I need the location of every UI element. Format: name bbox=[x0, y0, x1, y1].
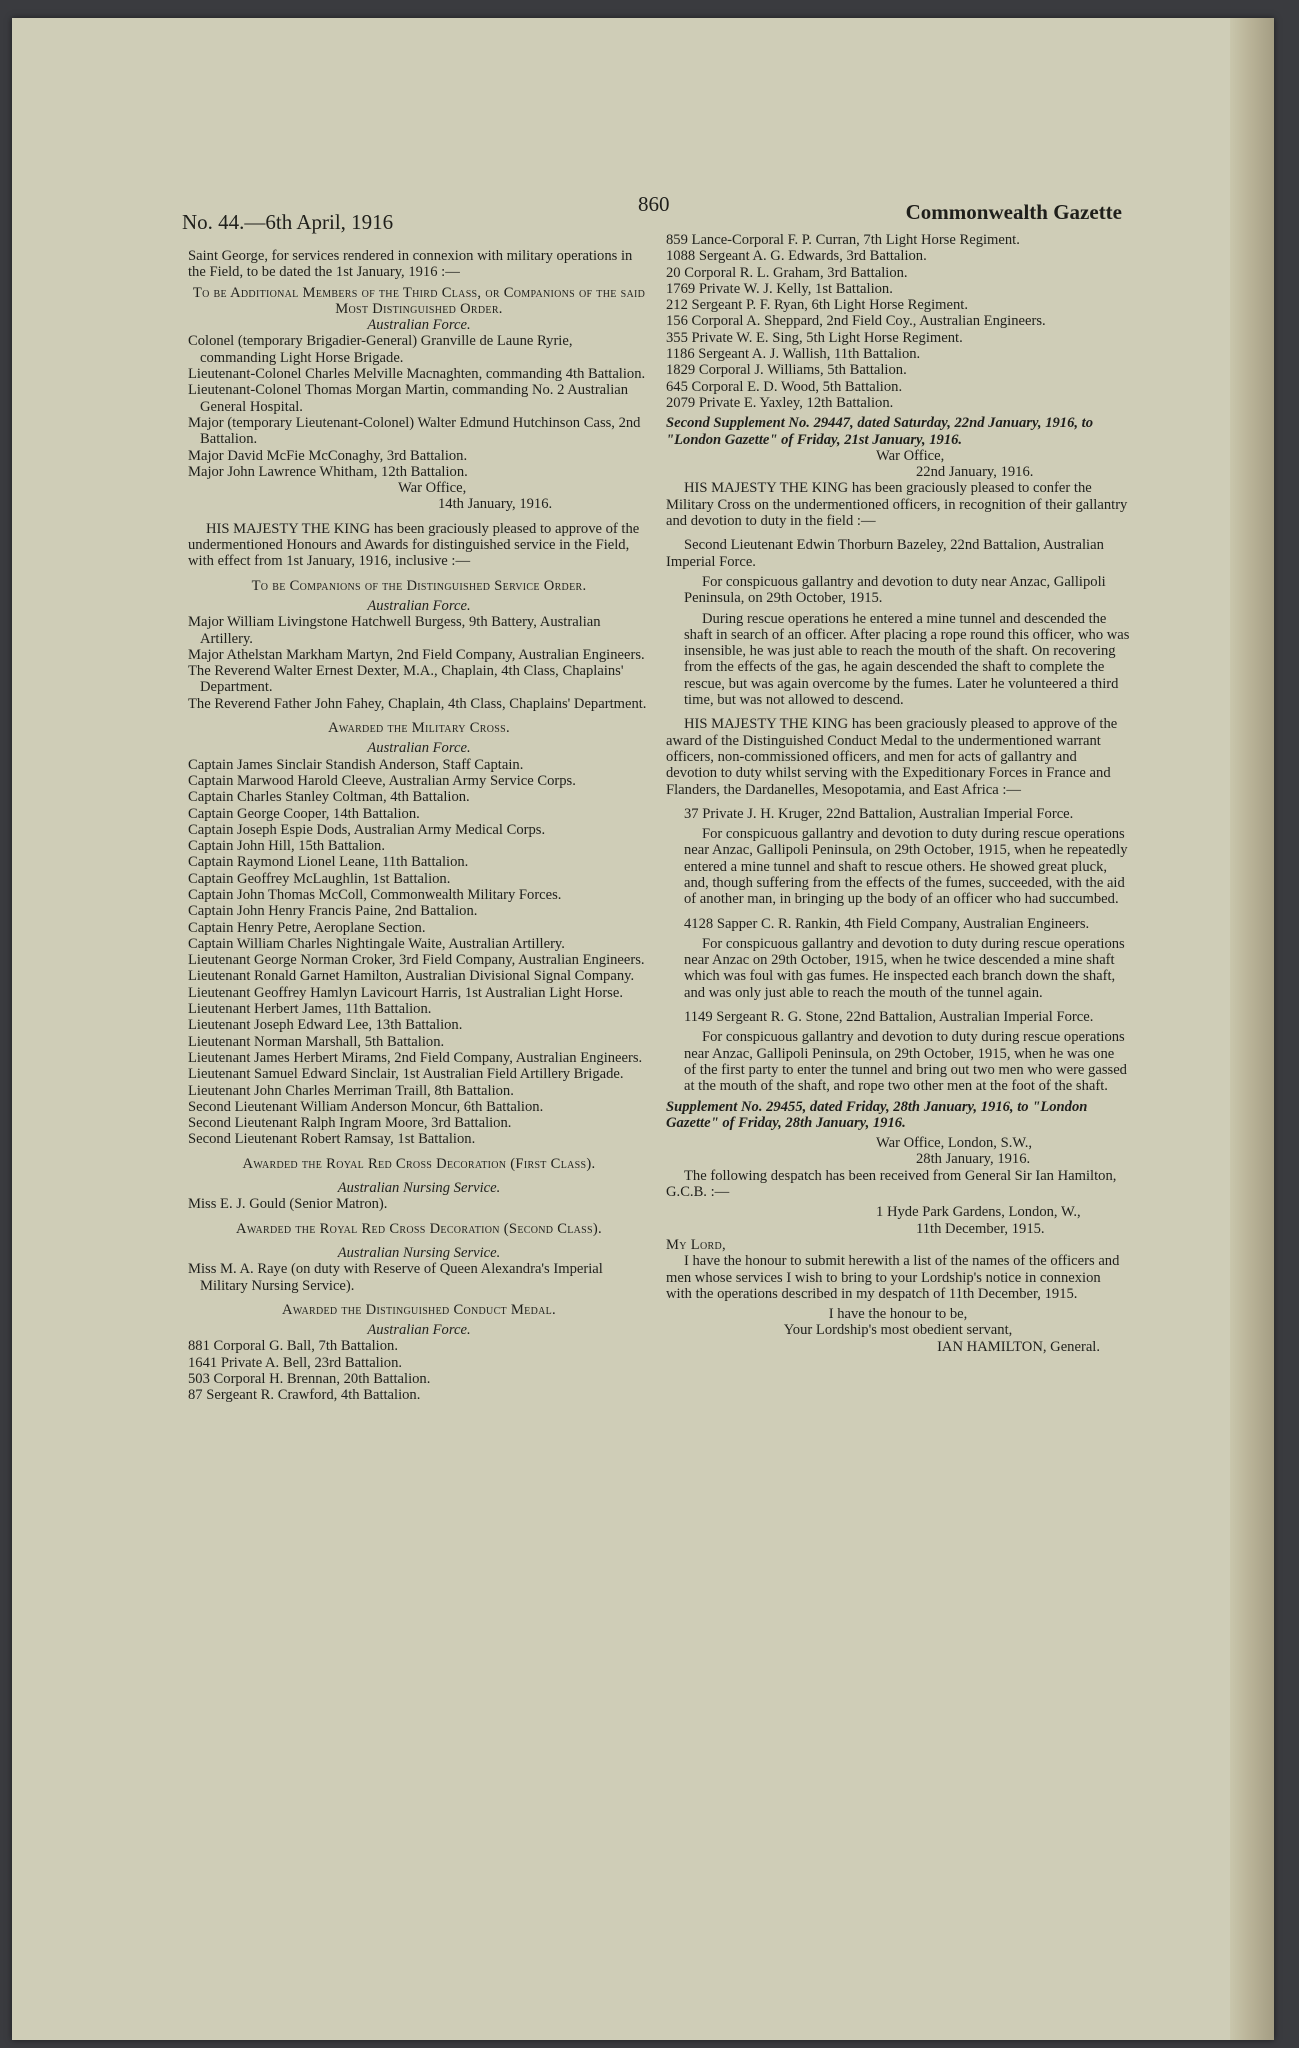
citation-name: 1149 Sergeant R. G. Stone, 22nd Battalion, Australian Imperial Force. bbox=[684, 1009, 1094, 1026]
dcm-entry: 355 Private W. E. Sing, 5th Light Horse Regiment. bbox=[666, 329, 963, 346]
heading-military-cross: Awarded the Military Cross. bbox=[328, 720, 510, 737]
honour-entry: Major Athelstan Markham Martyn, 2nd Field Company, Australian Engineers. bbox=[188, 646, 645, 663]
honour-entry: Captain John Henry Francis Paine, 2nd Battalion. bbox=[188, 903, 478, 920]
force-heading: Australian Nursing Service. bbox=[337, 1244, 501, 1261]
citation-text: For conspicuous gallantry and devotion to duty during rescue operations near Anzac, Gallipoli Peninsula, on 29th October, 1915, when he was one of the first party to enter the tunnel and bring out two men who were gassed at the mouth of the shaft, and rope two other men at the foot of the shaft. bbox=[684, 1029, 1127, 1095]
dcm-entry: 859 Lance-Corporal F. P. Curran, 7th Light Horse Regiment. bbox=[666, 232, 1020, 248]
honour-entry: Captain Henry Petre, Aeroplane Section. bbox=[188, 919, 426, 936]
date-line: 11th December, 1915. bbox=[916, 1220, 1045, 1237]
citation-text: For conspicuous gallantry and devotion to duty during rescue operations near Anzac on 29th October, 1915, when he twice descended a mine shaft which was foul with gas fumes. He inspected each branch down the shaft, and was only just able to reach the mouth of the tunnel again. bbox=[684, 935, 1125, 1001]
honour-entry: Colonel (temporary Brigadier-General) Granville de Laune Ryrie, commanding Light Horse Brigade. bbox=[188, 333, 573, 366]
dcm-entry: 20 Corporal R. L. Graham, 3rd Battalion. bbox=[666, 264, 908, 281]
honour-entry: Captain Marwood Harold Cleeve, Australian Army Service Corps. bbox=[188, 772, 576, 789]
honour-entry: Captain John Thomas McColl, Commonwealth Military Forces. bbox=[188, 886, 562, 903]
dcm-entry: 1186 Sergeant A. J. Wallish, 11th Battalion. bbox=[666, 346, 921, 363]
supplement-heading: Second Supplement No. 29447, dated Saturday, 22nd January, 1916, to "London Gazette" of Friday, 21st January, 1916. bbox=[666, 415, 1094, 448]
honour-entry: The Reverend Walter Ernest Dexter, M.A., Chaplain, 4th Class, Chaplains' Department. bbox=[188, 663, 624, 696]
honour-entry: Lieutenant Samuel Edward Sinclair, 1st Australian Field Artillery Brigade. bbox=[188, 1066, 624, 1083]
date-line: 28th January, 1916. bbox=[916, 1151, 1031, 1168]
dcm-entry: 881 Corporal G. Ball, 7th Battalion. bbox=[188, 1338, 398, 1355]
citation-name: 37 Private J. H. Kruger, 22nd Battalion, Australian Imperial Force. bbox=[684, 805, 1074, 822]
honour-entry: Lieutenant John Charles Merriman Traill, 8th Battalion. bbox=[188, 1082, 514, 1099]
honour-entry: Lieutenant-Colonel Charles Melville Macnaghten, commanding 4th Battalion. bbox=[188, 366, 646, 383]
office-line: War Office, bbox=[398, 480, 467, 497]
honour-entry: Captain William Charles Nightingale Waite, Australian Artillery. bbox=[188, 935, 565, 952]
honour-entry: Captain Geoffrey McLaughlin, 1st Battalion. bbox=[188, 870, 451, 887]
date-line: 14th January, 1916. bbox=[438, 496, 553, 513]
honour-entry: The Reverend Father John Fahey, Chaplain, 4th Class, Chaplains' Department. bbox=[188, 695, 647, 712]
dcm-entry: 645 Corporal E. D. Wood, 5th Battalion. bbox=[666, 378, 903, 395]
dcm-entry: 1641 Private A. Bell, 23rd Battalion. bbox=[188, 1354, 403, 1371]
honour-entry: Second Lieutenant Ralph Ingram Moore, 3rd Battalion. bbox=[188, 1115, 512, 1132]
honour-entry: Lieutenant Ronald Garnet Hamilton, Australian Divisional Signal Company. bbox=[188, 968, 635, 985]
citation-name: 4128 Sapper C. R. Rankin, 4th Field Company, Australian Engineers. bbox=[684, 915, 1090, 932]
office-line: War Office, bbox=[876, 447, 945, 464]
dcm-entry: 503 Corporal H. Brennan, 20th Battalion. bbox=[188, 1371, 431, 1387]
honour-entry: Second Lieutenant William Anderson Moncur, 6th Battalion. bbox=[188, 1098, 544, 1115]
honour-entry: Lieutenant Joseph Edward Lee, 13th Battalion. bbox=[188, 1017, 463, 1034]
honour-entry: Major William Livingstone Hatchwell Burgess, 9th Battery, Australian Artillery. bbox=[188, 614, 601, 647]
honour-entry: Lieutenant Geoffrey Hamlyn Lavicourt Harris, 1st Australian Light Horse. bbox=[188, 984, 623, 1001]
despatch-intro: The following despatch has been received from General Sir Ian Hamilton, G.C.B. :— bbox=[666, 1167, 1117, 1201]
announcement-paragraph: HIS MAJESTY THE KING has been graciously pleased to approve of the undermentioned Honours and Awards for distinguished service in the Field, with effect from 1st January, 1916, inclusive :— bbox=[188, 520, 640, 570]
force-heading: Australian Force. bbox=[367, 597, 471, 614]
honour-entry: Lieutenant James Herbert Mirams, 2nd Field Company, Australian Engineers. bbox=[188, 1049, 643, 1066]
office-line: War Office, London, S.W., bbox=[876, 1135, 1033, 1152]
dcm-entry: 1829 Corporal J. Williams, 5th Battalion. bbox=[666, 362, 907, 379]
page-fold-edge bbox=[1230, 18, 1274, 2040]
honour-entry: Major (temporary Lieutenant-Colonel) Walter Edmund Hutchinson Cass, 2nd Battalion. bbox=[188, 414, 641, 448]
citation-text: For conspicuous gallantry and devotion to duty near Anzac, Gallipoli Peninsula, on 29th October, 1915. bbox=[684, 573, 1106, 607]
honour-entry: Captain John Hill, 15th Battalion. bbox=[188, 838, 386, 855]
honour-entry: Captain George Cooper, 14th Battalion. bbox=[188, 805, 420, 822]
honour-entry: Major David McFie McConaghy, 3rd Battalion. bbox=[188, 447, 468, 464]
closing-line: Your Lordship's most obedient servant, bbox=[783, 1322, 1013, 1339]
right-column bbox=[666, 232, 1130, 1355]
heading-dso: To be Companions of the Distinguished Service Order. bbox=[251, 577, 587, 594]
citation-name: Second Lieutenant Edwin Thorburn Bazeley, 22nd Battalion, Australian Imperial Force. bbox=[666, 537, 1104, 570]
honour-entry: Captain Raymond Lionel Leane, 11th Battalion. bbox=[188, 854, 469, 871]
honour-entry: Major John Lawrence Whitham, 12th Battalion. bbox=[188, 463, 468, 480]
honour-entry: Lieutenant Herbert James, 11th Battalion. bbox=[188, 1001, 432, 1018]
dcm-entry: 2079 Private E. Yaxley, 12th Battalion. bbox=[666, 394, 894, 411]
issue-number-date: No. 44.—6th April, 1916 bbox=[182, 210, 394, 234]
heading-royal-red-cross-first: Awarded the Royal Red Cross Decoration (First Class). bbox=[242, 1155, 596, 1172]
signature: IAN HAMILTON, General. bbox=[937, 1338, 1100, 1355]
address-line: 1 Hyde Park Gardens, London, W., bbox=[876, 1204, 1081, 1221]
letter-body: I have the honour to submit herewith a list of the names of the officers and men whose services I wish to bring to your Lordship's notice in connexion with the operations described in my despatch of 11th December, 1915. bbox=[666, 1253, 1120, 1302]
force-heading: Australian Force. bbox=[367, 1322, 471, 1339]
heading-dso-additional: To be Additional Members of the Third Class, or Companions of the said Most Distinguished Order. bbox=[192, 284, 646, 317]
gazette-page bbox=[12, 18, 1274, 2040]
citation-text: For conspicuous gallantry and devotion to duty during rescue operations near Anzac, Gallipoli Peninsula, on 29th October, 1915, when he repeatedly entered a mine tunnel and shaft to rescue others. He showed great pluck, and, though suffering from the effects of the fumes, succeeded, with the aid of another man, in bringing up the body of an officer who had succumbed. bbox=[684, 826, 1128, 908]
honour-entry: Lieutenant George Norman Croker, 3rd Field Company, Australian Engineers. bbox=[188, 952, 645, 969]
heading-royal-red-cross-second: Awarded the Royal Red Cross Decoration (Second Class). bbox=[235, 1220, 603, 1237]
honour-entry: Captain James Sinclair Standish Anderson, Staff Captain. bbox=[188, 756, 524, 773]
force-heading: Australian Nursing Service. bbox=[337, 1180, 501, 1197]
page-number: 860 bbox=[638, 192, 670, 216]
honour-entry: Captain Joseph Espie Dods, Australian Army Medical Corps. bbox=[188, 821, 546, 838]
announcement-paragraph: HIS MAJESTY THE KING has been graciously pleased to confer the Military Cross on the undermentioned officers, in recognition of their gallantry and devotion to duty in the field :— bbox=[666, 480, 1128, 530]
publication-title: Commonwealth Gazette bbox=[905, 200, 1122, 224]
closing-line: I have the honour to be, bbox=[828, 1306, 968, 1323]
date-line: 22nd January, 1916. bbox=[916, 464, 1034, 481]
force-heading: Australian Force. bbox=[367, 740, 471, 757]
honour-entry: Miss E. J. Gould (Senior Matron). bbox=[188, 1196, 388, 1213]
honour-entry: Second Lieutenant Robert Ramsay, 1st Battalion. bbox=[188, 1131, 476, 1148]
dcm-entry: 1088 Sergeant A. G. Edwards, 3rd Battalion. bbox=[666, 248, 927, 265]
left-column bbox=[188, 248, 650, 1404]
heading-dcm: Awarded the Distinguished Conduct Medal. bbox=[281, 1301, 556, 1318]
supplement-heading: Supplement No. 29455, dated Friday, 28th January, 1916, to "London Gazette" of Friday, 28th January, 1916. bbox=[666, 1098, 1088, 1131]
force-heading: Australian Force. bbox=[367, 317, 471, 334]
dcm-entry: 156 Corporal A. Sheppard, 2nd Field Coy., Australian Engineers. bbox=[666, 313, 1046, 330]
honour-entry: Captain Charles Stanley Coltman, 4th Battalion. bbox=[188, 789, 470, 806]
page-header bbox=[182, 186, 1122, 234]
dcm-entry: 1769 Private W. J. Kelly, 1st Battalion. bbox=[666, 280, 893, 297]
intro-text: Saint George, for services rendered in connexion with military operations in the Field, to be dated the 1st January, 1916 :— bbox=[188, 248, 633, 281]
dcm-entry: 212 Sergeant P. F. Ryan, 6th Light Horse Regiment. bbox=[666, 297, 968, 314]
honour-entry: Lieutenant-Colonel Thomas Morgan Martin, commanding No. 2 Australian General Hospital. bbox=[188, 382, 629, 415]
salutation: My Lord, bbox=[666, 1236, 726, 1253]
dcm-entry: 87 Sergeant R. Crawford, 4th Battalion. bbox=[188, 1387, 421, 1404]
honour-entry: Miss M. A. Raye (on duty with Reserve of Queen Alexandra's Imperial Military Nursing Service). bbox=[188, 1261, 603, 1294]
citation-text: During rescue operations he entered a mine tunnel and descended the shaft in search of an officer. After placing a rope round this officer, who was insensible, he was just able to reach the mouth of the shaft. On recovering from the effects of the gas, he again descended the shaft to complete the rescue, but was again overcome by the fumes. Later he volunteered a third time, but was not allowed to descend. bbox=[684, 610, 1130, 709]
announcement-paragraph: HIS MAJESTY THE KING has been graciously pleased to approve of the award of the Distinguished Conduct Medal to the undermentioned warrant officers, non-commissioned officers, and men for acts of gallantry and devotion to duty whilst serving with the Expeditionary Forces in France and Flanders, the Dardanelles, Mesopotamia, and East Africa :— bbox=[666, 716, 1118, 798]
honour-entry: Lieutenant Norman Marshall, 5th Battalion. bbox=[188, 1033, 445, 1050]
